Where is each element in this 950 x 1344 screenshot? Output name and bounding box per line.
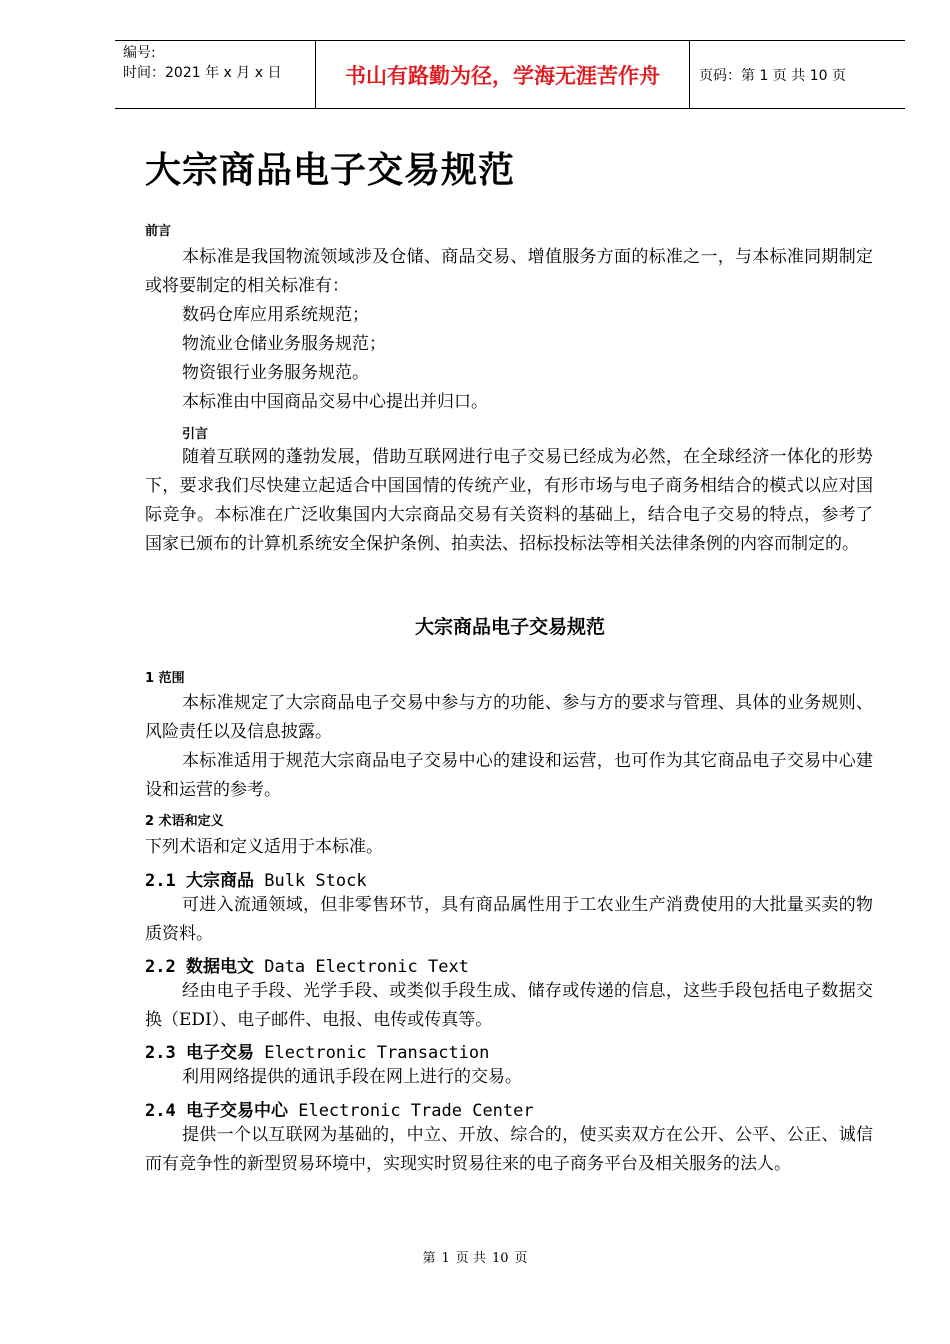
term-heading [145,952,469,977]
preface-list-item: 物流业仓储业务服务规范； [182,334,386,354]
footer-suffix: 页 [514,1251,528,1266]
term-definition [145,891,873,949]
term-number: 2.2 [145,957,176,977]
preface-body [145,243,873,417]
header-divider [689,41,690,108]
preface-heading: 前言 [145,224,172,239]
term-definition-text: 可进入流通领域，但非零售环节，具有商品属性用于工农业生产消费使用的大批量买卖的物质资料。 [145,895,873,944]
header-motto: 书山有路勤为径，学海无涯苦作舟 [345,63,660,88]
term-cn: 电子交易 [185,1043,254,1063]
term-cn: 大宗商品 [185,871,254,891]
preface-paragraph: 本标准是我国物流领域涉及仓储、商品交易、增值服务方面的标准之一，与本标准同期制定或将要制定的相关标准有： [145,247,873,296]
term-definition [145,1121,873,1179]
preface-list-item: 数码仓库应用系统规范； [182,305,369,325]
document-subtitle: 大宗商品电子交易规范 [414,616,605,638]
page-footer [0,1247,950,1266]
footer-total-pages: 10 [491,1251,509,1266]
term-heading [145,1096,534,1121]
section-1-heading: 1 范围 [145,671,185,686]
header-page-label: 页码：第 1 页 共 10 页 [699,67,846,84]
term-number: 2.1 [145,871,176,891]
time-label: 时间：2021 年 x 月 x 日 [123,65,282,81]
header-meta [115,41,315,108]
term-heading [145,866,367,891]
term-number: 2.3 [145,1043,176,1063]
term-definition-text: 经由电子手段、光学手段、或类似手段生成、储存或传递的信息，这些手段包括电子数据交换（EDI）、电子邮件、电报、电传或传真等。 [145,981,873,1030]
term-en: Bulk Stock [264,871,367,891]
term-cn: 电子交易中心 [185,1101,288,1121]
term-definition [145,1063,873,1092]
term-heading [145,1038,489,1063]
term-en: Electronic Trade Center [298,1101,534,1121]
number-label: 编号: [123,45,156,61]
preface-list-item: 物资银行业务服务规范。 [182,363,369,383]
intro-body [145,443,873,559]
term-number: 2.4 [145,1101,176,1121]
term-cn: 数据电文 [185,957,254,977]
footer-middle: 页 共 [455,1251,486,1266]
footer-page-number: 1 [441,1251,450,1266]
section-2-intro: 下列术语和定义适用于本标准。 [145,837,383,857]
document-title: 大宗商品电子交易规范 [145,150,516,191]
term-en: Data Electronic Text [264,957,469,977]
section-2-heading: 2 术语和定义 [145,814,224,829]
preface-paragraph: 本标准由中国商品交易中心提出并归口。 [182,392,488,412]
section-1-body [145,689,873,805]
term-definition [145,977,873,1035]
term-definition-text: 利用网络提供的通讯手段在网上进行的交易。 [182,1067,522,1087]
section-paragraph: 本标准规定了大宗商品电子交易中参与方的功能、参与方的要求与管理、具体的业务规则、风险责任以及信息披露。 [145,693,873,742]
section-paragraph: 本标准适用于规范大宗商品电子交易中心的建设和运营，也可作为其它商品电子交易中心建设和运营的参考。 [145,751,873,800]
term-en: Electronic Transaction [264,1043,490,1063]
term-definition-text: 提供一个以互联网为基础的，中立、开放、综合的，使买卖双方在公开、公平、公正、诚信而有竞争性的新型贸易环境中，实现实时贸易往来的电子商务平台及相关服务的法人。 [145,1125,873,1174]
intro-paragraph: 随着互联网的蓬勃发展，借助互联网进行电子交易已经成为必然，在全球经济一体化的形势下，要求我们尽快建立起适合中国国情的传统产业，有形市场与电子商务相结合的模式以应对国际竞争。本标准在广泛收集国内大宗商品交易有关资料的基础上，结合电子交易的特点，参考了国家已颁布的计算机系统安全保护条例、拍卖法、招标投标法等相关法律条例的内容而制定的。 [145,447,873,554]
intro-heading: 引言 [182,427,209,442]
footer-prefix: 第 [422,1251,436,1266]
page-header [115,40,905,109]
